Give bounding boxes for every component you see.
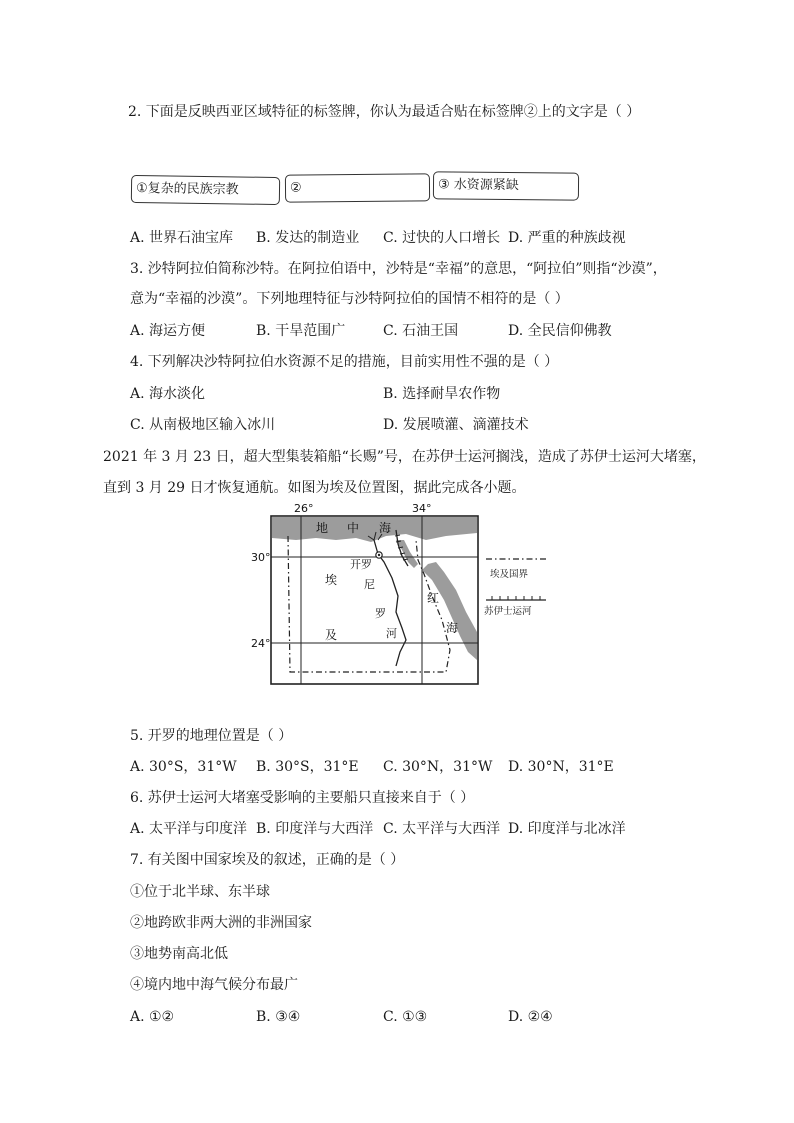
q3-option-d: D. 全民信仰佛教 — [508, 323, 612, 339]
q2-option-b: B. 发达的制造业 — [256, 230, 360, 246]
q3-option-b: B. 干旱范围广 — [256, 323, 346, 339]
red-sea-label-1: 红 — [427, 591, 440, 605]
q3-option-c: C. 石油王国 — [383, 323, 459, 339]
q5-option-b: B. 30°S，31°E — [256, 759, 359, 775]
q3-stem-line2: 意为“幸福的沙漠”。下列地理特征与沙特阿拉伯的国情不相符的是（ ） — [130, 291, 569, 307]
lon-label-34: 34° — [412, 502, 432, 515]
legend-canal-label: 苏伊士运河 — [484, 606, 532, 617]
passage-line2: 直到 3 月 29 日才恢复通航。如图为埃及位置图，据此完成各小题。 — [103, 480, 526, 496]
q3-option-a: A. 海运方便 — [130, 323, 206, 339]
river-label-1: 尼 — [364, 578, 375, 591]
q6-option-c: C. 太平洋与大西洋 — [383, 821, 501, 837]
q4-option-c: C. 从南极地区输入冰川 — [130, 417, 276, 433]
passage-line1: 2021 年 3 月 23 日，超大型集装箱船“长赐”号，在苏伊士运河搁浅，造成了苏伊士运河大堵塞， — [103, 449, 706, 465]
q7-option-c: C. ①③ — [383, 1009, 428, 1025]
q7-statement-4: ④境内地中海气候分布最广 — [130, 977, 298, 993]
sea-label-3: 海 — [379, 521, 392, 535]
lat-label-24: 24° — [251, 637, 271, 650]
q7-statement-2: ②地跨欧非两大洲的非洲国家 — [130, 915, 312, 931]
q5-stem: 5. 开罗的地理位置是（ ） — [130, 728, 293, 744]
lat-label-30: 30° — [251, 551, 271, 564]
q5-option-c: C. 30°N，31°W — [383, 759, 493, 775]
q7-option-b: B. ③④ — [256, 1009, 301, 1025]
label-card-2: ② — [285, 173, 430, 202]
egypt-location-map — [246, 500, 556, 695]
label-card-3: ③ 水资源紧缺 — [433, 171, 579, 200]
legend-border-label: 埃及国界 — [490, 569, 529, 580]
q2-option-c: C. 过快的人口增长 — [383, 230, 501, 246]
q4-option-a: A. 海水淡化 — [130, 386, 206, 402]
country-label-1: 埃 — [325, 573, 338, 587]
q2-stem: 2. 下面是反映西亚区域特征的标签牌，你认为最适合贴在标签牌②上的文字是（ ） — [128, 104, 641, 120]
river-label-3: 河 — [386, 627, 397, 640]
q2-option-d: D. 严重的种族歧视 — [508, 230, 626, 246]
lon-label-26: 26° — [294, 502, 314, 515]
q6-option-a: A. 太平洋与印度洋 — [130, 821, 248, 837]
q2-option-a: A. 世界石油宝库 — [130, 230, 234, 246]
q6-stem: 6. 苏伊士运河大堵塞受影响的主要船只直接来自于（ ） — [130, 790, 475, 806]
sea-label-1: 地 — [316, 521, 329, 535]
q4-option-d: D. 发展喷灌、滴灌技术 — [383, 417, 529, 433]
q7-option-a: A. ①② — [130, 1009, 175, 1025]
river-label-2: 罗 — [375, 607, 386, 620]
q7-stem: 7. 有关图中国家埃及的叙述，正确的是（ ） — [130, 852, 405, 868]
q6-option-d: D. 印度洋与北冰洋 — [508, 821, 626, 837]
q5-option-d: D. 30°N，31°E — [508, 759, 614, 775]
label-card-1: ①复杂的民族宗教 — [131, 175, 280, 205]
q4-option-b: B. 选择耐旱农作物 — [383, 386, 501, 402]
q3-stem-line1: 3. 沙特阿拉伯简称沙特。在阿拉伯语中，沙特是“幸福”的意思，“阿拉伯”则指“沙漠”， — [130, 261, 667, 277]
q7-statement-3: ③地势南高北低 — [130, 946, 228, 962]
country-label-2: 及 — [325, 628, 338, 642]
q6-option-b: B. 印度洋与大西洋 — [256, 821, 374, 837]
cairo-label: 开罗 — [350, 558, 372, 571]
sea-label-2: 中 — [347, 521, 360, 535]
q7-option-d: D. ②④ — [508, 1009, 553, 1025]
q5-option-a: A. 30°S，31°W — [130, 759, 237, 775]
red-sea-label-2: 海 — [446, 621, 459, 635]
q7-statement-1: ①位于北半球、东半球 — [130, 884, 270, 900]
q4-stem: 4. 下列解决沙特阿拉伯水资源不足的措施，目前实用性不强的是（ ） — [130, 354, 559, 370]
